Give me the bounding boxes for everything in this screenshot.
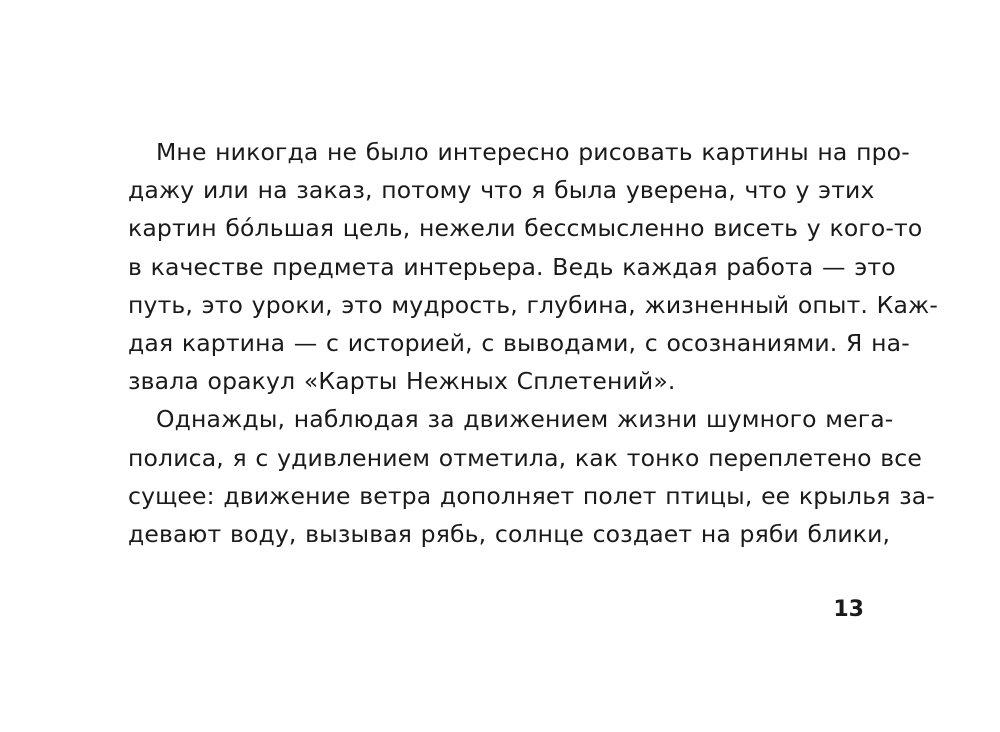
text-line: полиса, я с удивлением отметила, как тонко переплетено все [128,443,922,472]
text-line: сущее: движение ветра дополняет полет птицы, ее крылья за- [128,481,935,510]
text-line: дажу или на заказ, потому что я была уверена, что у этих [128,176,875,205]
paragraph-2 [128,400,935,553]
paragraph-1 [128,133,938,400]
text-line: звала оракул «Карты Нежных Сплетений». [128,367,676,396]
text-line: девают воду, вызывая рябь, солнце создает на ряби блики, [128,519,891,548]
body-text [128,133,938,553]
text-line: дая картина — с историей, с выводами, с осознаниями. Я на- [128,328,910,357]
text-line: путь, это уроки, это мудрость, глубина, жизненный опыт. Каж- [128,290,938,319]
page-number: 13 [833,597,864,622]
text-line: картин бóльшая цель, нежели бессмысленно висеть у кого-то [128,214,923,243]
text-line: Однажды, наблюдая за движением жизни шумного мега- [156,405,894,434]
text-line: Мне никогда не было интересно рисовать картины на про- [156,138,910,166]
text-line: в качестве предмета интерьера. Ведь каждая работа — это [128,252,896,281]
